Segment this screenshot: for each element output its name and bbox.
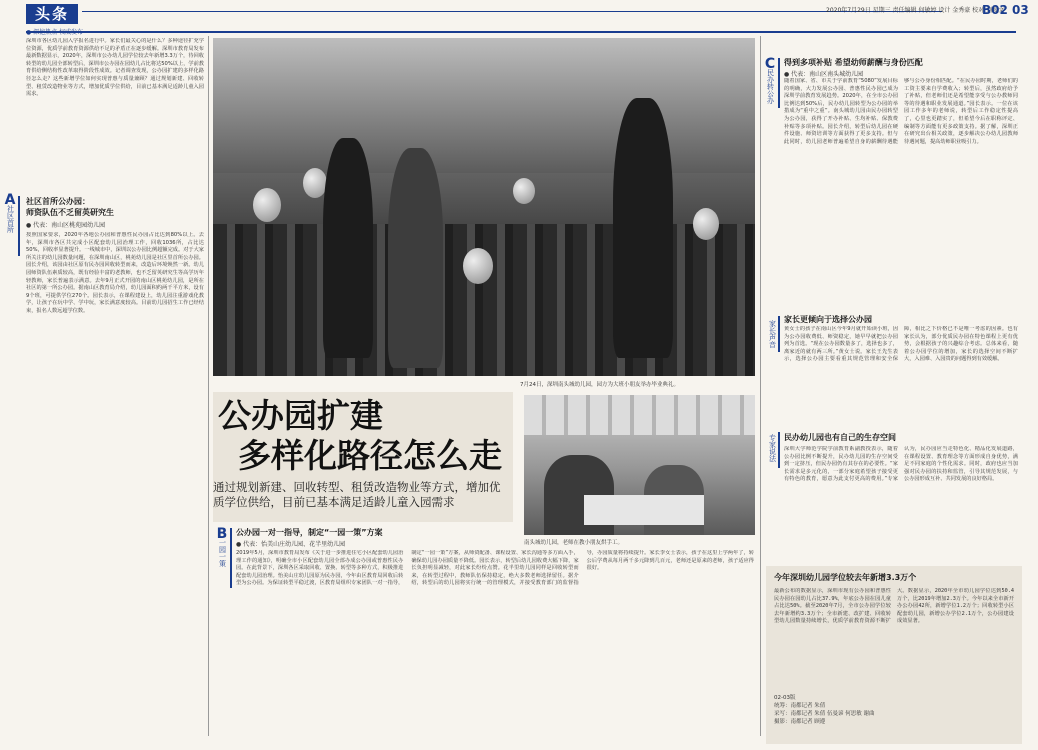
section-c-text: 随着国家、省、市关于学前教育“5080”发展目标的明确，大力发展公办园、普惠性民办园已成为深圳学前教育发展趋势。2020年，在全市公办园比例达到50%后，民办幼儿园转型为公办园的举措成为“重中之重”。南头城幼儿园由民办园转型为公办园，获得了开办补贴、生均补贴、保教费补贴等多项补贴。园长介绍，转型后幼儿园在硬件设施、师资培训等方面获得了更多支持。但与此同时，幼儿园老师普遍希望自身的薪酬待遇能够与公办身份相匹配。“在民办园时期，老师们的工资主要来自学费收入；转型后，虽然政府给予了补贴，但老师们还是希望能享受与公办教师同等的待遇和职业发展通道。”园长表示。一位在该园工作多年的老师说，转型后工作稳定性提高了，心里也更踏实了，但希望今后在职称评定、编制等方面能有更多政策支持。据了解，深圳正在研究出台相关政策，逐步解决公办幼儿园教师待遇问题，提高幼师职业吸引力。	[784, 78, 1018, 145]
headline-line1: 公办园扩建	[218, 396, 383, 435]
masthead-rule	[26, 31, 1016, 33]
section-b-head	[236, 527, 526, 548]
page-number: B02 03	[982, 3, 1029, 17]
section-d-text: 黄女士的孩子在南山区今年9月就开始读小班，因为公办园收费低、师资稳定，她早早就把公办园列为首选。“现在公办园数量多了，选择也多了，离家近的就有两三所。”黄女士说。家长王先生表示，选择公办园主要看重其规范管理和安全保障，相比之下价格已不是唯一考虑的因素。也有家长认为，部分优质民办园在特色课程上更有优势，会根据孩子的兴趣综合考虑。总体来看，随着公办园学位的增加，家长的选择空间不断扩大，入园难、入园贵的问题得到有效缓解。	[784, 326, 1018, 363]
section-b-bar	[230, 528, 232, 588]
intro-text: 深圳市各区幼儿园入学报名进行中。家长们最关心的是什么？多种途径扩充学位资源，优质学前教育资源供给不足的矛盾正在逐步缓解。深圳市教育局发布最新数据显示，2020年，深圳市公办幼儿园学位较去年新增3.3万个，待回收转型的幼儿园全部转型后，深圳市公办园在园幼儿占比将达50%以上，学前教育供给侧结构性改革取得阶段性成效。记者调查发现，公办园扩建的多样化路径怎么走？这些新增学位如何实现普惠与质量兼顾？通过规划新建、回收转型、租赁改造物业等方式，增加优质学位供给，目前已基本满足适龄儿童入园需求。	[26, 38, 204, 98]
section-c-bar	[778, 58, 780, 108]
column-divider	[208, 36, 209, 736]
data-box-text: 最新公布的数据显示，深圳市现有公办园和普惠性民办园在园幼儿占比37.9%，年底公办园在园儿童占比达50%。截至2020年7月，全市公办园学位较去年新增约3.3万个；全市新建、改扩建、回收转型幼儿园数量持续增长，优质学前教育资源不断扩大。数据显示，2020年全市幼儿园学位达到50.4万个，比2019年增加2.3万个。今年以来全市新开办公办园42所，新增学位1.2万个；回收转型小区配套幼儿园，新增公办学位2.1万个，公办园建设成效显著。	[774, 588, 1014, 625]
section-logo: 头条	[26, 4, 78, 24]
section-a-head	[26, 196, 204, 229]
main-photo	[213, 38, 755, 376]
classroom-photo	[524, 395, 755, 535]
section-b-letter: B	[216, 526, 228, 542]
main-photo-caption: 7月24日，深圳南头城幼儿园，园方为大班小朋友举办毕业典礼。	[520, 382, 679, 388]
headline-line2: 多样化路径怎么走	[238, 436, 502, 475]
column-divider-right	[760, 36, 761, 736]
footer-code: 02-03版	[774, 695, 796, 701]
headline-subtitle: 通过规划新建、回收转型、租赁改造物业等方式，增加优质学位供给，目前已基本满足适龄儿童入园需求	[213, 480, 501, 509]
footer-line1: 统筹：南都记者 朱倩	[774, 703, 826, 709]
section-b-text: 2019年5月，深圳市教育局发布《关于进一步推进住宅小区配套幼儿园治理工作的通知》，明确全市小区配套幼儿园全部办成公办园或普惠性民办园。在此背景下，深圳各区采取回收、置换、转型等多种方式，积极推进配套幼儿园治理。怡美山庄幼儿园原为民办园，今年由区教育局回收后转型为公办园。为保证转型平稳过渡，区教育局组织专家团队一对一指导，制定“一园一策”方案，从师资配备、课程设置、家长沟通等多方面入手，确保幼儿园办园质量不降低。园长表示，转型后幼儿园收费大幅下降，家长负担明显减轻，对此家长纷纷点赞。花半里幼儿园同样是回收转型而来，在转型过程中，教师队伍保持稳定，绝大多数老师选择留任。据介绍，转型后的幼儿园将实行统一的管理模式，并接受教育部门的监督指导，办园质量将持续提升。家长李女士表示，孩子在这里上学两年了，转公后学费从每月两千多元降到几百元，老师还是原来的老师，孩子适应得很好。	[236, 550, 754, 587]
section-d-label: 家长声音	[768, 320, 777, 348]
section-c-head	[784, 57, 1020, 78]
section-b-side	[216, 526, 228, 567]
section-e-label: 专家说法	[768, 434, 777, 462]
section-a-bar	[18, 196, 20, 256]
section-a-title2: 师资队伍不乏留英研究生	[26, 208, 114, 217]
data-box-title: 今年深圳幼儿园学位较去年新增3.3万个	[774, 573, 917, 582]
section-e-bar	[778, 432, 780, 468]
section-a-text: 按照国家要求，2020年各地公办园和普惠性民办园占比达到80%以上。去年，深圳市各区共完成小区配套幼儿园治理工作，回收1036所，占比达50%，回收率显著提升。一线城市中，深圳以公办园比例超额完成。对于大家所关注的幼儿园数量问题，在深圳南山区，桃苑幼儿园是社区里首所公办园。园长介绍，该园由社区原有民办园回收转型而来，改造后环境焕然一新。幼儿园师资队伍素质较高，既有经验丰富的老教师，也不乏留英研究生等高学历年轻教师，家长普遍表示满意。去年9月正式开园的南山区桃苑幼儿园，是所在社区的第一所公办园。据南山区教育局介绍，幼儿园面积约两千平方米，设有9个班，可提供学位270个。园长表示，在课程建设上，幼儿园注重游戏化教学，让孩子在玩中学、学中玩，家长满意度较高。目前幼儿园招生工作已经结束，报名人数远超学位数。	[26, 232, 204, 314]
section-d-bar	[778, 316, 780, 352]
footer-line2: 采写：南都记者 朱倩 伍曼谚 何思敏 谢曲	[774, 711, 875, 717]
section-c-byline: ● 代表：南山区南头城幼儿园	[784, 71, 864, 78]
section-d-side	[766, 320, 778, 348]
footer-credits	[774, 694, 875, 726]
section-e-text: 深圳大学师范学院学前教育系副教授表示，随着公办园比例不断提升，民办幼儿园的生存空间受到一定挤压，但民办园仍有其存在的必要性。“家长需求是多元化的，一部分家庭希望孩子接受更有特色的教育，愿意为此支付更高的费用。”专家认为，民办园应当走特色化、精品化发展道路，在课程设置、教育理念等方面形成自身优势，满足不同家庭的个性化需求。同时，政府也应当加强对民办园的扶持和监管，引导其规范发展，与公办园形成互补、共同发展的良好格局。	[784, 446, 1018, 483]
section-b-title: 公办园一对一指导，制定“一园一策”方案	[236, 528, 383, 537]
section-a-byline: ● 代表：南山区桃苑园幼儿园	[26, 222, 106, 229]
section-a-side	[4, 192, 16, 233]
section-c-label: 民办转公办	[766, 69, 775, 104]
classroom-photo-caption: 南头城幼儿园，老师在教小朋友烘手工。	[524, 540, 624, 546]
section-a-title: 社区首所公办园：	[26, 197, 90, 206]
section-b-byline: ● 代表：怡美山庄幼儿园、花半里幼儿园	[236, 541, 346, 548]
section-c-letter: C	[764, 56, 776, 72]
section-c-title: 得到多项补贴 希望幼师薪酬与身份匹配	[784, 58, 923, 67]
footer-line3: 摄影：南都记者 顾遵	[774, 719, 826, 725]
top-divider	[82, 11, 942, 12]
section-d-title: 家长更倾向于选择公办园	[784, 315, 872, 324]
section-c-side	[764, 56, 776, 104]
section-b-label: 一园一策	[218, 539, 227, 567]
section-a-letter: A	[4, 192, 16, 208]
issue-meta: 2020年7月29日 星期三 责任编辑 何敏婷 设计 金秀豪 校对 刘俊文	[826, 7, 1005, 14]
section-e-side	[766, 434, 778, 462]
section-e-title: 民办幼儿园也有自己的生存空间	[784, 433, 896, 442]
section-a-label: 社区首所	[6, 205, 15, 233]
masthead	[0, 0, 1038, 28]
